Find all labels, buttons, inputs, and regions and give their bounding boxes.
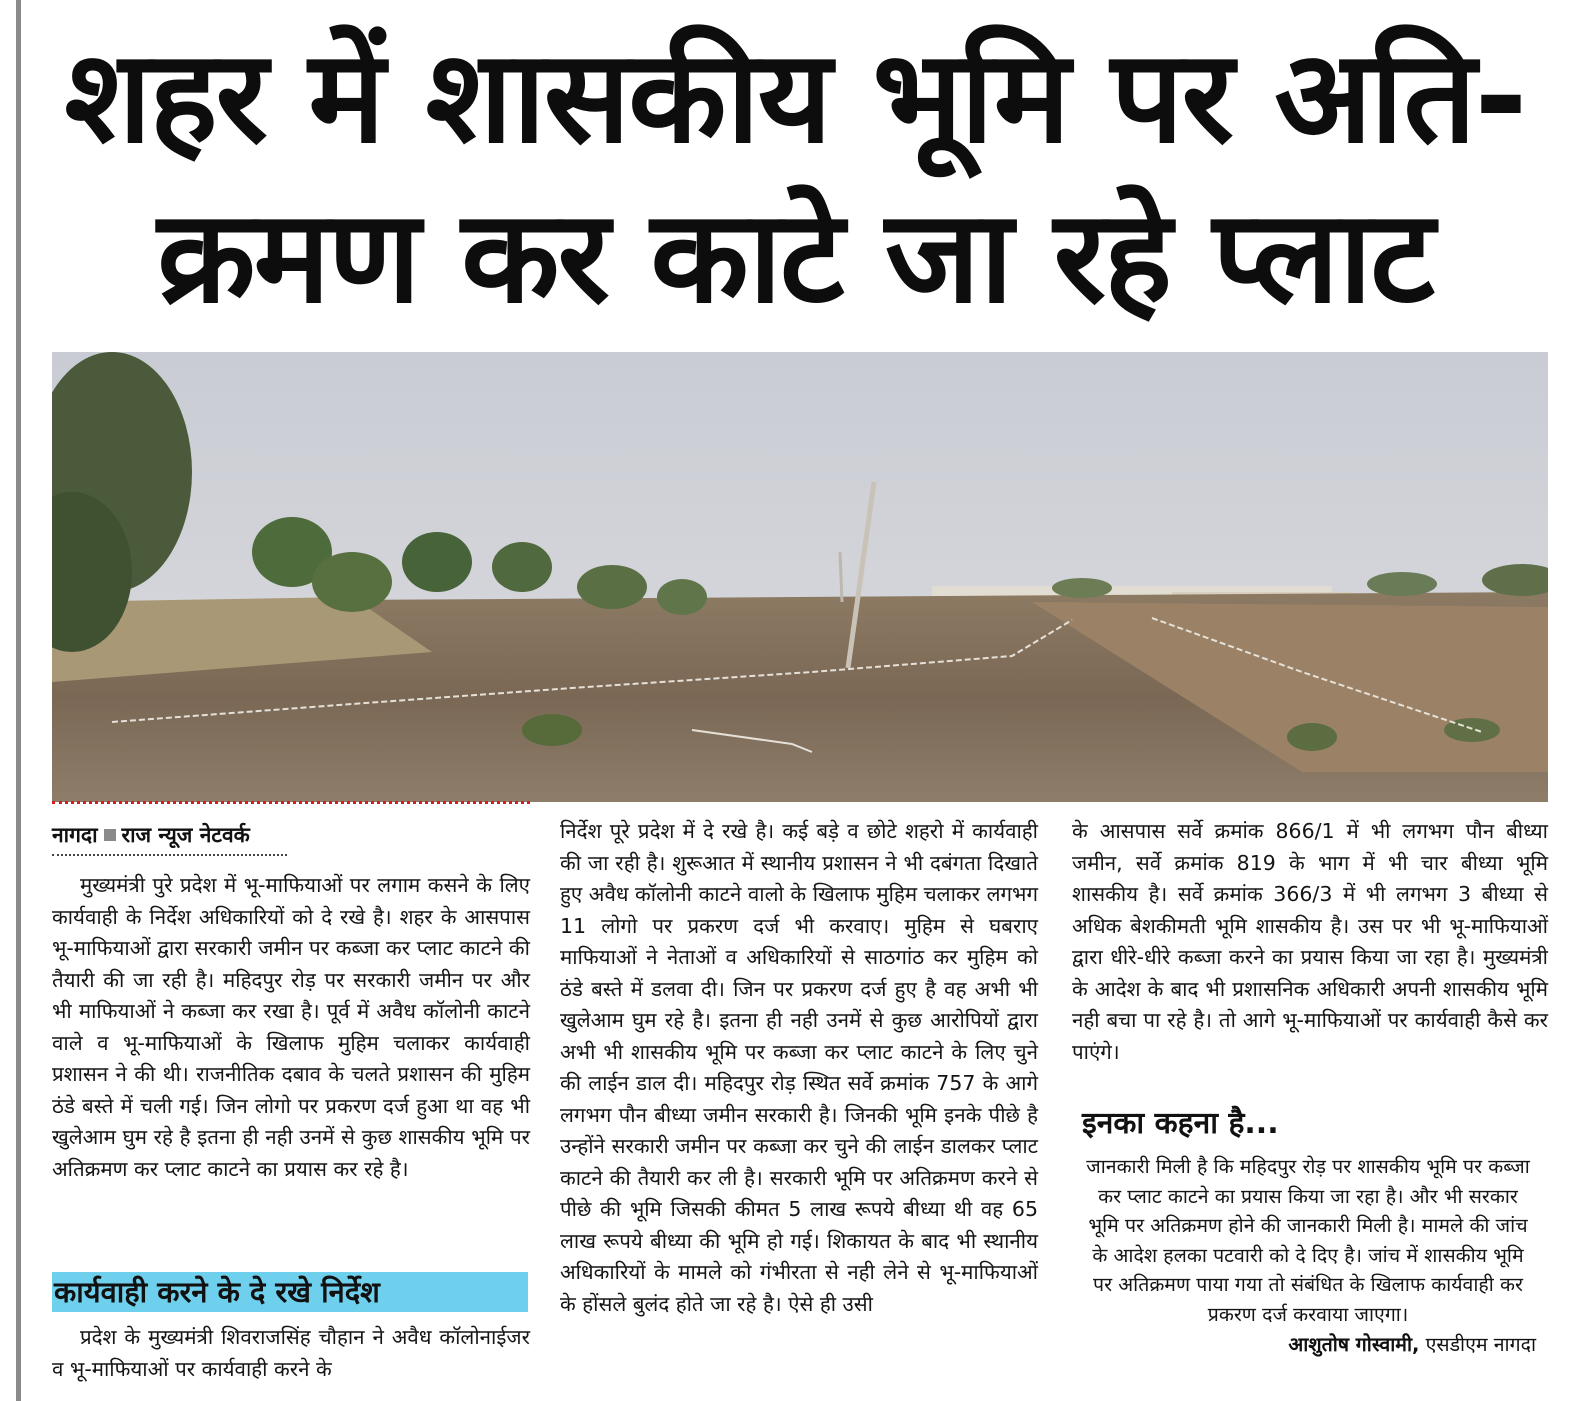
quote-box-title: इनका कहना है... xyxy=(1082,1106,1279,1141)
headline xyxy=(40,18,1550,338)
official-name: आशुतोष गोस्वामी, xyxy=(1288,1333,1420,1356)
article-paragraph: प्रदेश के मुख्यमंत्री शिवराजसिंह चौहान ने अवैध कॉलोनाईजर व भू-माफियाओं पर कार्यवाही करने के xyxy=(52,1325,530,1381)
square-bullet-icon xyxy=(104,829,116,841)
article-column-1-continued xyxy=(52,1322,530,1385)
dateline-source: राज न्यूज नेटवर्क xyxy=(121,823,250,847)
quote-attribution xyxy=(1080,1330,1536,1360)
article-column-1 xyxy=(52,870,530,1185)
official-designation: एसडीएम नागदा xyxy=(1425,1333,1536,1356)
article-paragraph: मुख्यमंत्री पुरे प्रदेश में भू-माफियाओं पर लगाम कसने के लिए कार्यवाही के निर्देश अधिकारियों को दे रखे है। शहर के आसपास भू-माफियाओं द्वारा सरकारी जमीन पर कब्जा कर प्लाट काटने की तैयारी की जा रही है। महिदपुर रोड़ पर सरकारी जमीन पर और भी माफियाओं ने कब्जा कर रखा है। पूर्व में अवैध कॉलोनी काटने वाले व भू-माफियाओं के खिलाफ मुहिम चलाकर कार्यवाही प्रशासन ने की थी। राजनीतिक दबाव के चलते प्रशासन की मुहिम ठंडे बस्ते में चली गई। जिन लोगो पर प्रकरण दर्ज हुआ था वह भी खुलेआम घुम रहे है इतना ही नही उनमें से कुछ शासकीय भूमि पर अतिक्रमण कर प्लाट काटने का प्रयास कर रहे है। xyxy=(52,873,530,1181)
article-paragraph: निर्देश पूरे प्रदेश में दे रखे है। कई बड़े व छोटे शहरो में कार्यवाही की जा रही है। शुरूआत में स्थानीय प्रशासन ने भी दबंगता दिखाते हुए अवैध कॉलोनी काटने वालो के खिलाफ मुहिम चलाकर लगभग 11 लोगो पर प्रकरण दर्ज भी करवाए। मुहिम से घबराए माफियाओं ने नेताओं व अधिकारियों से साठगांठ कर मुहिम को ठंडे बस्ते में डलवा दी। जिन पर प्रकरण दर्ज हुए है वह अभी भी खुलेआम घुम रहे है। इतना ही नही उनमें से कुछ आरोपियों द्वारा अभी भी शासकीय भूमि पर कब्जा कर प्लाट काटने के लिए चुने की लाईन डाल दी। महिदपुर रोड़ स्थित सर्वे क्रमांक 757 के आगे लगभग पौन बीध्या जमीन सरकारी है। जिनकी भूमि इनके पीछे है उन्होंने सरकारी जमीन पर कब्जा कर चुने की लाईन डालकर प्लाट काटने की तैयारी कर ली है। सरकारी भूमि पर अतिक्रमण करने से पीछे की भूमि जिसकी कीमत 5 लाख रूपये बीध्या थी वह 65 लाख रूपये बीध्या की भूमि हो गई। शिकायत के बाद भी स्थानीय अधिकारियों के मामले को गंभीरता से नही लेने से भू-माफियाओं के होंसले बुलंद होते जा रहे है। ऐसे ही उसी xyxy=(560,819,1038,1316)
headline-line-2: क्रमण कर काटे जा रहे प्लाट xyxy=(157,183,1433,332)
headline-line-1: शहर में शासकीय भूमि पर अति- xyxy=(64,23,1526,172)
article-paragraph: के आसपास सर्वे क्रमांक 866/1 में भी लगभग पौन बीध्या जमीन, सर्वे क्रमांक 819 के भाग में भी चार बीध्या भूमि शासकीय है। सर्वे क्रमांक 366/3 में भी लगभग 3 बीध्या से अधिक बेशकीमती भूमि शासकीय है। उस पर भी भू-माफियाओं द्वारा धीरे-धीरे कब्जा करने का प्रयास किया जा रहा है। मुख्यमंत्री के आदेश के बाद भी प्रशासनिक अधिकारी अपनी शासकीय भूमि नही बचा पा रहे है। तो आगे भू-माफियाओं पर कार्यवाही कैसे कर पाएंगे। xyxy=(1072,819,1548,1064)
photo-divider xyxy=(52,801,530,804)
dateline xyxy=(52,820,287,856)
article-column-3 xyxy=(1072,816,1548,1068)
news-photo xyxy=(52,352,1548,802)
article-column-2 xyxy=(560,816,1038,1320)
section-subheading: कार्यवाही करने के दे रखे निर्देश xyxy=(52,1272,528,1312)
official-quote: जानकारी मिली है कि महिदपुर रोड़ पर शासकीय भूमि पर कब्जा कर प्लाट काटने का प्रयास किया जा रहा है। और भी सरकार भूमि पर अतिक्रमण होने की जानकारी मिली है। मामले की जांच के आदेश हलका पटवारी को दे दिए है। जांच में शासकीय भूमि पर अतिक्रमण पाया गया तो संबंधित के खिलाफ कार्यवाही कर प्रकरण दर्ज करवाया जाएगा। xyxy=(1086,1155,1530,1326)
dateline-place: नागदा xyxy=(52,823,98,847)
page-margin-rule xyxy=(16,0,21,1401)
photo-field-with-plot-markings xyxy=(52,352,1548,802)
